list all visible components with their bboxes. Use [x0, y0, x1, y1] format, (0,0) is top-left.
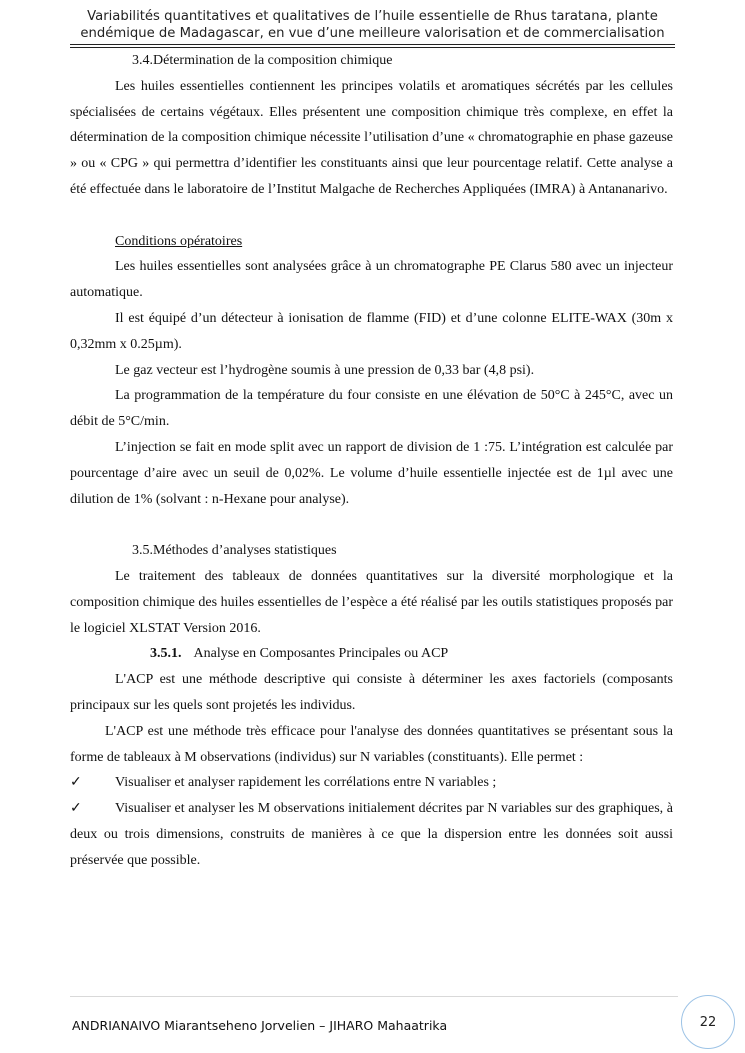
conditions-title: Conditions opératoires — [115, 233, 243, 249]
paragraph-acp-definition: L'ACP est une méthode descriptive qui consiste à déterminer les axes factoriels (composants principaux sur les quels sont projetés les individus. — [70, 672, 673, 713]
paragraph-chromatograph: Les huiles essentielles sont analysées grâce à un chromatographe PE Clarus 580 avec un injecteur automatique. — [70, 259, 673, 301]
running-header — [70, 8, 675, 42]
footer-authors: ANDRIANAIVO Miarantseheno Jorvelien – JIHARO Mahaatrika — [72, 1018, 448, 1033]
bullet-text: Visualiser et analyser les M observations initialement décrites par N variables sur des graphiques, à deux ou trois dimensions, construits de manières à ce que la dispersion entre les données soit aussi préservée que possible. — [70, 801, 673, 868]
bullet-item — [70, 796, 673, 873]
spacer — [70, 512, 673, 538]
page-number-badge — [681, 995, 735, 1049]
paragraph-composition: Les huiles essentielles contiennent les principes volatils et aromatiques sécrétés par les cellules spécialisées de certains végétaux. Elles présentent une composition chimique très complexe, en effet la détermination de la composition chimique nécessite l’utilisation d’une « chromatographie en phase gazeuse » ou « CPG » qui permettra d’identifier les constituants ainsi que leur pourcentage relatif. Cette analyse a été effectuée dans le laboratoire de l’Institut Malgache de Recherches Appliquées (IMRA) à Antananarivo. — [70, 78, 673, 197]
paragraph-statistics: Le traitement des tableaux de données quantitatives sur la diversité morphologique et la composition chimique des huiles essentielles de l’espèce a été réalisé par les outils statistiques proposés par le logiciel XLSTAT Version 2016. — [70, 568, 673, 636]
checkmark-icon: ✓ — [70, 801, 82, 817]
paragraph-detector: Il est équipé d’un détecteur à ionisation de flamme (FID) et d’une colonne ELITE-WAX (30m x 0,32mm x 0.25µm). — [70, 310, 673, 352]
header-line-1: Variabilités quantitatives et qualitatives de l’huile essentielle de Rhus taratana, plante — [87, 9, 658, 24]
subsection-number: 3.5.1. — [150, 646, 182, 662]
footer-rule — [70, 996, 678, 997]
section-heading-3-5: 3.5.Méthodes d’analyses statistiques — [132, 543, 337, 559]
spacer — [70, 203, 673, 229]
paragraph-carrier-gas: Le gaz vecteur est l’hydrogène soumis à une pression de 0,33 bar (4,8 psi). — [115, 362, 535, 378]
subsection-heading-3-5-1 — [70, 641, 673, 667]
subsection-title: Analyse en Composantes Principales ou ACP — [193, 646, 449, 662]
paragraph-acp-principle: L'ACP est une méthode très efficace pour l'analyse des données quantitatives se présentant sous la forme de tableaux à M observations (individus) sur N variables (constituants). Elle permet : — [70, 723, 673, 765]
page-body — [70, 48, 673, 874]
header-line-2: endémique de Madagascar, en vue d’une meilleure valorisation et de commercialisation — [80, 26, 665, 41]
page-number: 22 — [699, 1014, 717, 1030]
section-heading-3-4: 3.4.Détermination de la composition chimique — [132, 53, 393, 68]
checkmark-icon: ✓ — [70, 775, 82, 791]
paragraph-oven-program: La programmation de la température du four consiste en une élévation de 50°C à 245°C, avec un débit de 5°C/min. — [70, 388, 673, 430]
bullet-item — [70, 770, 673, 796]
bullet-text: Visualiser et analyser rapidement les corrélations entre N variables ; — [115, 775, 497, 791]
paragraph-injection: L’injection se fait en mode split avec un rapport de division de 1 :75. L’intégration est calculée par pourcentage d’aire avec un seuil de 0,02%. Le volume d’huile essentielle injectée est de 1µl avec une dilution de 1% (solvant : n-Hexane pour analyse). — [70, 439, 673, 507]
header-rule-thick — [70, 44, 675, 45]
subheading-conditions — [70, 229, 673, 255]
